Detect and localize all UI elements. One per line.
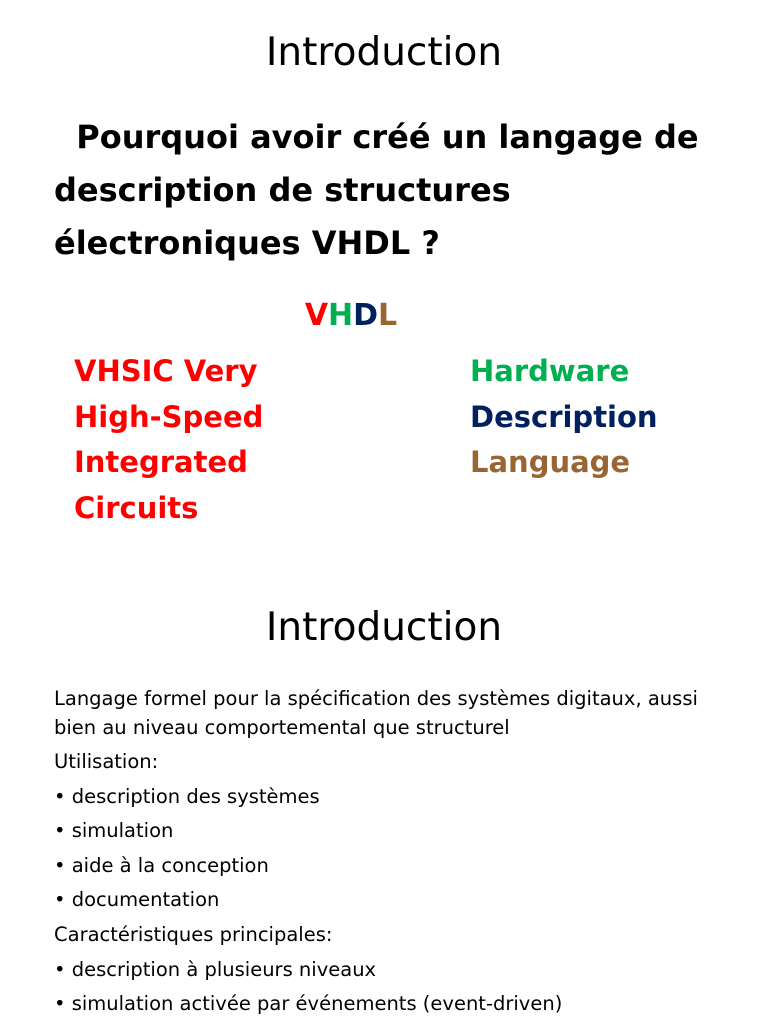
- vhsic-line: VHSIC Very: [74, 354, 258, 388]
- usage-item: • documentation: [54, 888, 220, 912]
- vhdl-acronym: [0, 296, 702, 336]
- slide-vhdl-introduction: [0, 580, 768, 1024]
- acronym-letter-v: V: [304, 298, 329, 333]
- usage-item: • description des systèmes: [54, 784, 320, 808]
- usage-item: • simulation: [54, 819, 174, 843]
- hdl-word-language: Language: [470, 445, 631, 479]
- features-item: • description à plusieurs niveaux: [54, 957, 377, 981]
- acronym-letter-h: H: [328, 298, 354, 333]
- usage-heading: Utilisation:: [54, 750, 159, 773]
- slide2-title: Introduction: [265, 605, 503, 650]
- vhsic-line: Integrated: [74, 445, 248, 479]
- vhsic-line: Circuits: [74, 490, 199, 525]
- acronym-letter-d: D: [353, 298, 379, 333]
- acronym-letter-l: L: [378, 298, 398, 333]
- hdl-expansion: [470, 349, 760, 486]
- features-item: • simulation activée par événements (event-driven): [54, 992, 563, 1016]
- question-text: Pourquoi avoir créé un langage de description de structures électroniques VHDL ?: [54, 118, 699, 262]
- vhsic-line: High-Speed: [74, 399, 264, 434]
- features-heading: Caractéristiques principales:: [54, 922, 333, 946]
- usage-item: • aide à la conception: [54, 853, 269, 877]
- hdl-word-hardware: Hardware: [470, 354, 630, 388]
- slide1-title: Introduction: [265, 30, 503, 75]
- slide2-body: [54, 684, 734, 1024]
- hdl-word-description: Description: [470, 399, 658, 434]
- intro-paragraph: Langage formel pour la spécification des systèmes digitaux, aussi bien au niveau comportemental que structurel: [54, 687, 698, 739]
- vhsic-expansion: [74, 349, 374, 531]
